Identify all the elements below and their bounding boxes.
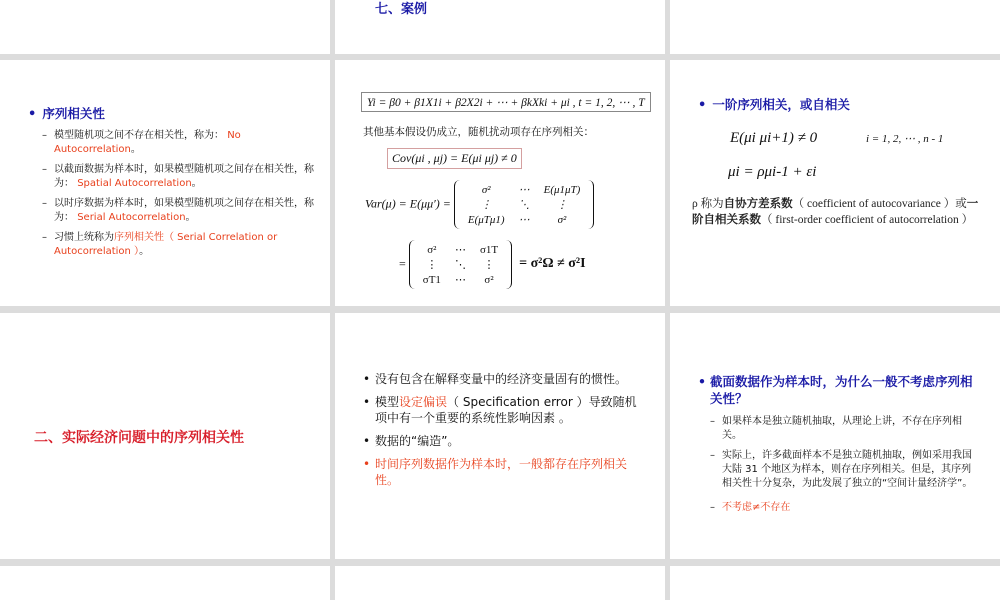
slide-bottom-right bbox=[670, 566, 1000, 600]
cause-item: • 没有包含在解释变量中的经济变量固有的惯性。 bbox=[363, 371, 643, 387]
serial-heading: • 序列相关性 bbox=[28, 106, 105, 122]
cause-item: • 数据的“编造”。 bbox=[363, 433, 643, 449]
slide-top-middle bbox=[335, 0, 665, 54]
ar1-formula: μi = ρμi-1 + εi bbox=[728, 164, 817, 180]
first-order-heading: • 一阶序列相关，或自相关 bbox=[698, 97, 850, 113]
variance-lhs: Var(μ) = E(μμ′) = bbox=[365, 196, 451, 211]
slide-bottom-middle bbox=[335, 566, 665, 600]
slide-serial-correlation bbox=[0, 60, 330, 306]
sigma-matrix: σ² ⋯ σ1T ⋮ ⋱ ⋮ σT1 ⋯ σ² bbox=[409, 240, 512, 289]
cross-heading: • 截面数据作为样本时，为什么一般不考虑序列相关性？ bbox=[698, 374, 973, 406]
slide-formula bbox=[335, 60, 665, 306]
slide-top-right bbox=[670, 0, 1000, 54]
slide-cross-section bbox=[670, 313, 1000, 559]
causes-list bbox=[363, 371, 643, 495]
coefficient-description: ρ 称为自协方差系数（ coefficient of autocovariance ）或一阶自相关系数（ first-order coefficient of autocorrelation ） bbox=[692, 198, 979, 226]
first-order-formula: E(μi μi+1) ≠ 0 bbox=[730, 130, 818, 146]
cross-item: – 实际上，许多截面样本不是独立随机抽取，例如采用我国大陆 31 个地区为样本，则存在序列相关。但是，其序列相关性十分复杂，为此发展了独立的“空间计量经济学”。 bbox=[710, 449, 976, 491]
serial-item: – 模型随机项之间不存在相关性，称为： No Autocorrelation。 bbox=[42, 129, 318, 157]
regression-model: Yi = β0 + β1X1i + β2X2i + ⋯ + βkXki + μi , t = 1, 2, ⋯ , T bbox=[361, 92, 651, 112]
slide-bottom-left bbox=[0, 566, 330, 600]
slide-causes bbox=[335, 313, 665, 559]
expectation-matrix: σ² ⋯ E(μ1μT) ⋮ ⋱ ⋮ E(μTμ1) ⋯ σ² bbox=[454, 180, 594, 229]
slide-first-order bbox=[670, 60, 1000, 306]
covariance-formula: Cov(μi , μj) = E(μi μj) ≠ 0 bbox=[387, 148, 522, 169]
assumption-note: 其他基本假设仍成立，随机扰动项存在序列相关： bbox=[363, 126, 594, 138]
omega-result: = σ²Ω ≠ σ²I bbox=[519, 256, 586, 272]
slide-top-left bbox=[0, 0, 330, 54]
cross-item: – 如果样本是独立随机抽取，从理论上讲，不存在序列相关。 bbox=[710, 415, 976, 443]
sigma-matrix-row: = σ² ⋯ σ1T ⋮ ⋱ ⋮ σT1 ⋯ σ² = σ²Ω ≠ σ²I bbox=[399, 240, 586, 289]
case-title: 七、案例 bbox=[375, 2, 428, 17]
cross-items bbox=[706, 409, 976, 515]
slide-section-two bbox=[0, 313, 330, 559]
cause-item: • 模型设定偏误（ Specification error ）导致随机项中有一个重要的系统性影响因素 。 bbox=[363, 394, 643, 426]
cross-item-highlight: – 不考虑≠不存在 bbox=[710, 501, 976, 515]
cause-item-highlight: • 时间序列数据作为样本时，一般都存在序列相关性。 bbox=[363, 456, 643, 488]
serial-item: – 习惯上统称为序列相关性（ Serial Correlation or Autocorrelation ）。 bbox=[42, 231, 318, 259]
section-two-title: 二、实际经济问题中的序列相关性 bbox=[34, 430, 244, 446]
index-range: i = 1, 2, ⋯ , n - 1 bbox=[866, 133, 944, 145]
variance-matrix bbox=[365, 180, 594, 229]
serial-item: – 以截面数据为样本时，如果模型随机项之间存在相关性，称为： Spatial Autocorrelation。 bbox=[42, 163, 318, 191]
serial-item: – 以时序数据为样本时，如果模型随机项之间存在相关性，称为： Serial Autocorrelation。 bbox=[42, 197, 318, 225]
